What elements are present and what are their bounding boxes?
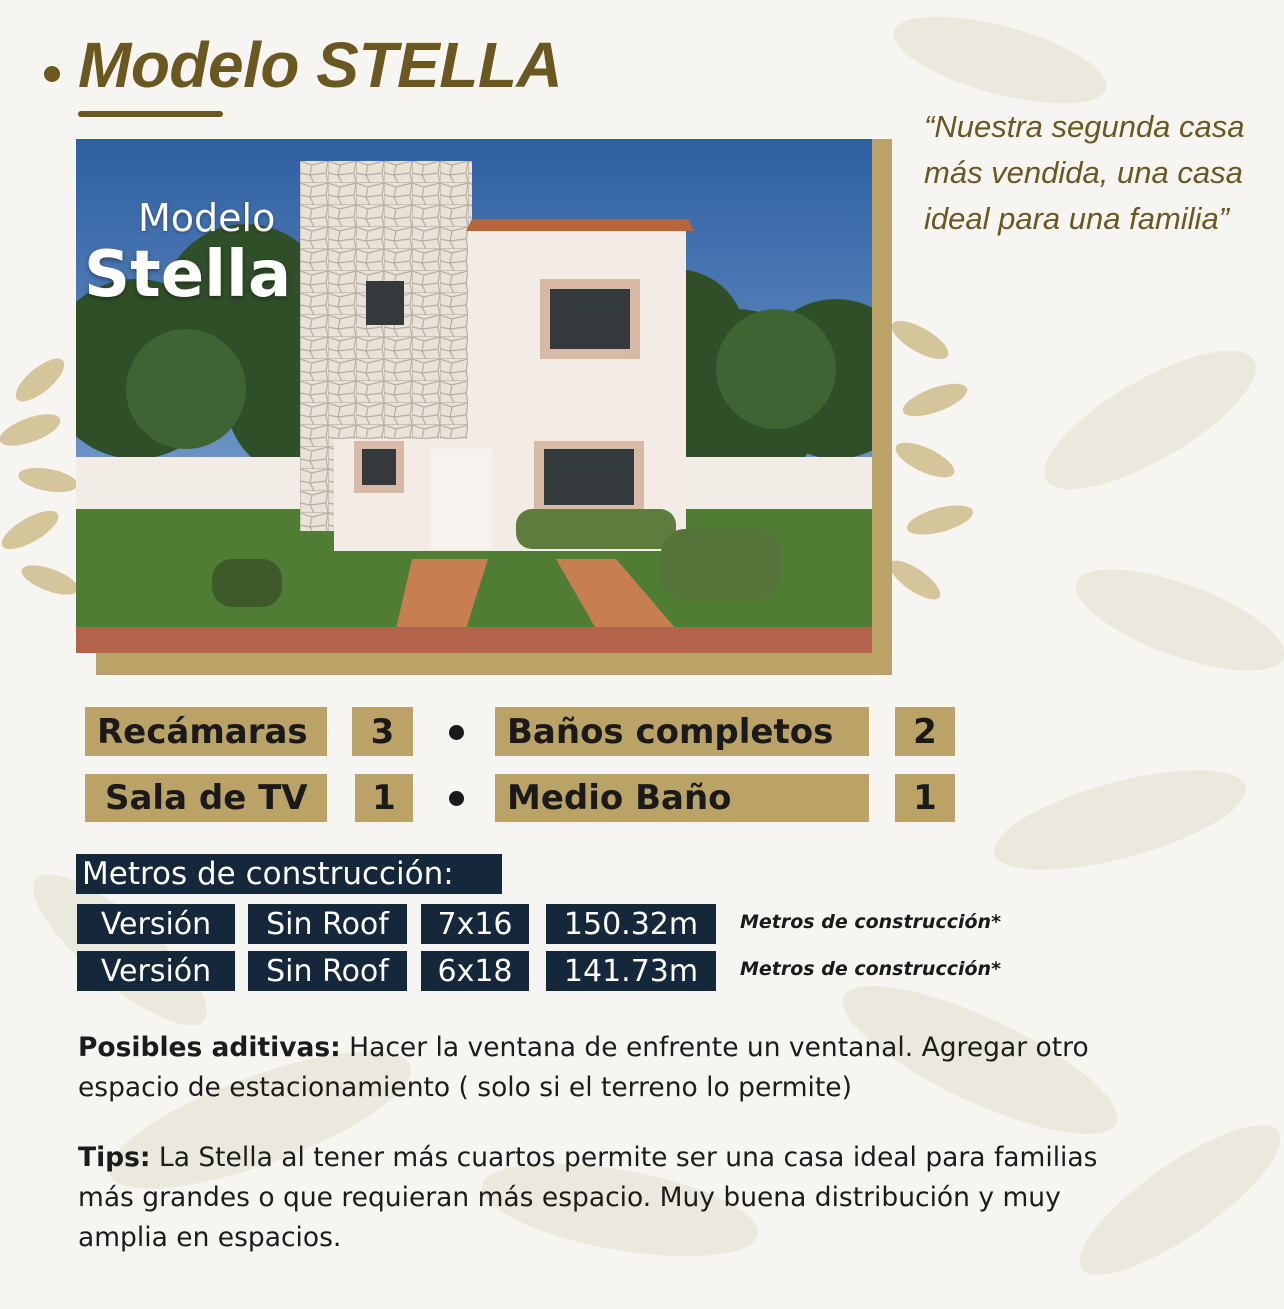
feature-recamaras-label: Recámaras	[85, 707, 327, 756]
row1-type: Sin Roof	[248, 904, 407, 944]
row1-note: Metros de construcción*	[740, 911, 1002, 933]
feature-medio-bano-value: 1	[895, 774, 955, 822]
page-title: Modelo STELLA	[78, 29, 563, 101]
feature-sala-tv-label: Sala de TV	[85, 774, 327, 822]
feature-bullet	[449, 791, 464, 806]
feature-banos-value: 2	[895, 707, 955, 756]
feature-bullet	[449, 725, 464, 740]
photo-label-modelo: Modelo	[138, 196, 276, 240]
quote-text: “Nuestra segunda casa más vendida, una casa ideal para una familia”	[924, 109, 1245, 236]
metros-header: Metros de construcción:	[76, 854, 502, 894]
row2-type: Sin Roof	[248, 951, 407, 991]
row2-version: Versión	[77, 951, 235, 991]
row1-size: 7x16	[421, 904, 529, 944]
photo-label-stella: Stella	[84, 238, 292, 312]
row2-size: 6x18	[421, 951, 529, 991]
tips-paragraph	[78, 1138, 1138, 1258]
tips-text: La Stella al tener más cuartos permite ser una casa ideal para familias más grandes o que requieran más espacio. Muy buena distribución y muy amplia en espacios.	[78, 1142, 1098, 1253]
aditivas-paragraph	[78, 1028, 1138, 1108]
title-underline	[78, 111, 223, 117]
title-bullet	[44, 66, 60, 82]
row2-note: Metros de construcción*	[740, 958, 1002, 980]
row2-meters: 141.73m	[546, 951, 716, 991]
feature-banos-label: Baños completos	[495, 707, 869, 756]
feature-medio-bano-label: Medio Baño	[495, 774, 869, 822]
row1-meters: 150.32m	[546, 904, 716, 944]
row1-version: Versión	[77, 904, 235, 944]
feature-recamaras-value: 3	[352, 707, 413, 756]
aditivas-label: Posibles aditivas:	[78, 1032, 341, 1063]
feature-sala-tv-value: 1	[355, 774, 413, 822]
tips-label: Tips:	[78, 1142, 151, 1173]
aditivas-text: Hacer la ventana de enfrente un ventanal. Agregar otro espacio de estacionamiento ( solo si el terreno lo permite)	[78, 1032, 1089, 1103]
